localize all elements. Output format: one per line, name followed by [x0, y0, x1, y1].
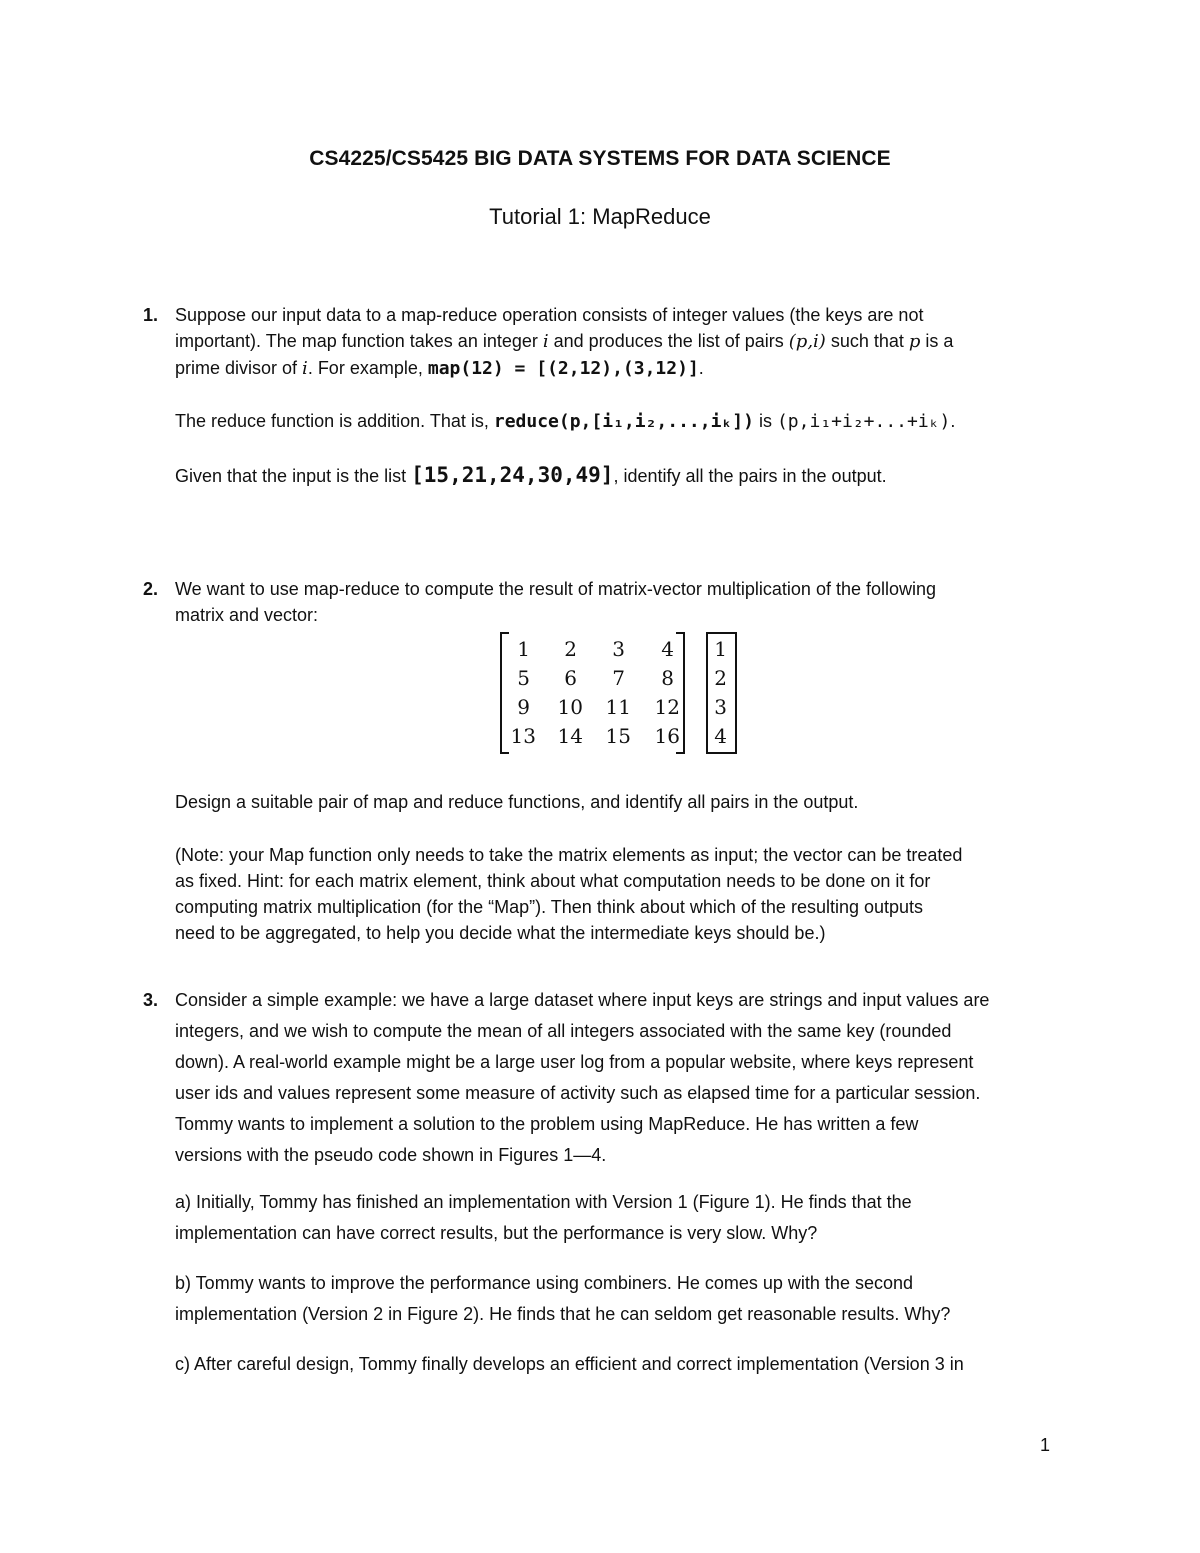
q2-line-1: We want to use map-reduce to compute the result of matrix-vector multiplication of the following [175, 579, 937, 599]
q1-line-3: prime divisor of i. For example, map(12) = [(2,12),(3,12)]. [175, 358, 704, 379]
matrix-cell: 16 [654, 724, 680, 748]
question-3-text [175, 985, 1075, 1171]
question-1-number: 1. [143, 305, 159, 325]
map-example: map(12) = [(2,12),(3,12)] [427, 358, 699, 379]
question-2-text [175, 576, 1075, 628]
q2-note-line-4: need to be aggregated, to help you decide what the intermediate keys should be.) [175, 923, 826, 943]
q3-line-4: user ids and values represent some measure of activity such as elapsed time for a particular session. [175, 1083, 981, 1103]
q3-part-c [175, 1349, 1075, 1380]
q2-note-line-3: computing matrix multiplication (for the “Map”). Then think about which of the resulting outputs [175, 897, 924, 917]
vector-cell: 4 [714, 724, 727, 748]
var-i-2: i [302, 358, 308, 379]
q2-note-line-2: as fixed. Hint: for each matrix element, think about what computation needs to be done on it for [175, 871, 931, 891]
page-subtitle: Tutorial 1: MapReduce [489, 204, 711, 229]
question-3-number: 3. [143, 990, 159, 1010]
q3-part-b-line-1: b) Tommy wants to improve the performance using combiners. He comes up with the second [175, 1273, 913, 1293]
q2-design-line: Design a suitable pair of map and reduce functions, and identify all pairs in the output. [175, 792, 859, 812]
matrix-cell: 6 [564, 666, 577, 690]
q1-line-1: Suppose our input data to a map-reduce operation consists of integer values (the keys are not [175, 305, 924, 325]
q2-note-line-1: (Note: your Map function only needs to take the matrix elements as input; the vector can be treated [175, 845, 963, 865]
q3-line-1: Consider a simple example: we have a large dataset where input keys are strings and input values are [175, 990, 990, 1010]
matrix-cell: 9 [517, 695, 530, 719]
q2-line-2: matrix and vector: [175, 605, 319, 625]
page-title: CS4225/CS5425 BIG DATA SYSTEMS FOR DATA SCIENCE [309, 147, 891, 170]
matrix-cell: 8 [661, 666, 674, 690]
vector-cell: 2 [714, 666, 727, 690]
q3-part-b [175, 1268, 1075, 1330]
q1-line-2: important). The map function takes an integer i and produces the list of pairs (p,i) such that p is a [175, 331, 954, 352]
matrix-cell: 15 [605, 724, 631, 748]
page-number: 1 [1040, 1435, 1051, 1455]
var-i: i [542, 331, 549, 352]
q2-note [175, 842, 1075, 946]
matrix-cell: 12 [654, 695, 680, 719]
matrix-cell: 7 [612, 666, 625, 690]
q3-line-5: Tommy wants to implement a solution to the problem using MapReduce. He has written a few [175, 1114, 919, 1134]
pair-p-i: (p,i) [788, 331, 826, 352]
q3-part-a-line-1: a) Initially, Tommy has finished an implementation with Version 1 (Figure 1). He finds that the [175, 1192, 912, 1212]
matrix-cell: 2 [564, 637, 577, 661]
matrix-cell: 14 [557, 724, 583, 748]
q3-part-a-line-2: implementation can have correct results, but the performance is very slow. Why? [175, 1223, 818, 1243]
reduce-call: reduce(p,[i₁,i₂,...,iₖ]) [493, 411, 754, 432]
q3-line-2: integers, and we wish to compute the mean of all integers associated with the same key (rounded [175, 1021, 952, 1041]
q3-line-3: down). A real-world example might be a large user log from a popular website, where keys represent [175, 1052, 974, 1072]
matrix-cell: 1 [517, 637, 530, 661]
question-2-number: 2. [143, 579, 159, 599]
reduce-result: (p,i₁+i₂+...+iₖ) [776, 411, 951, 432]
matrix-cell: 4 [661, 637, 674, 661]
q1-reduce-line: The reduce function is addition. That is, reduce(p,[i₁,i₂,...,iₖ]) is (p,i₁+i₂+...+iₖ). [175, 411, 956, 432]
vector-cell: 3 [714, 695, 727, 719]
question-1-text [175, 302, 1075, 382]
q3-line-6: versions with the pseudo code shown in Figures 1—4. [175, 1145, 607, 1165]
var-p: p [908, 331, 921, 352]
vector-right-bracket [728, 632, 737, 754]
matrix-cell: 10 [557, 695, 583, 719]
q3-part-a [175, 1187, 1075, 1249]
matrix-cell: 3 [612, 637, 625, 661]
q3-part-c-line-1: c) After careful design, Tommy finally develops an efficient and correct implementation (Version 3 in [175, 1354, 964, 1374]
input-list: [15,21,24,30,49] [411, 463, 614, 487]
q1-input-line: Given that the input is the list [15,21,24,30,49], identify all the pairs in the output. [175, 463, 887, 487]
vector-cell: 1 [714, 637, 727, 661]
matrix-cell: 13 [510, 724, 536, 748]
q3-part-b-line-2: implementation (Version 2 in Figure 2). He finds that he can seldom get reasonable results. Why? [175, 1304, 951, 1324]
matrix-cell: 11 [605, 695, 631, 719]
matrix-cell: 5 [517, 666, 530, 690]
